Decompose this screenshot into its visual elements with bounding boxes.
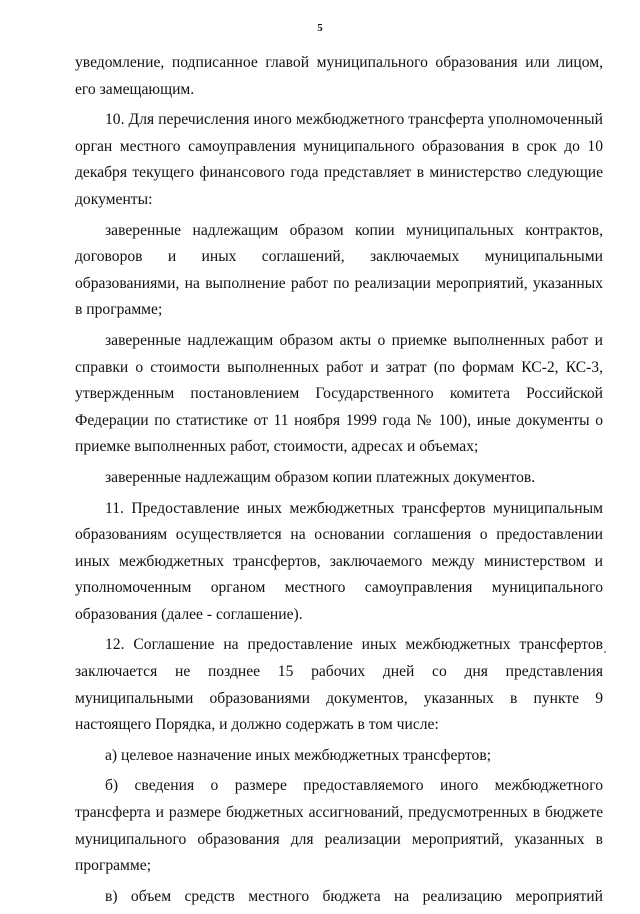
paragraph-item-10: 10. Для перечисления иного межбюджетного трансферта уполномоченный орган местного самоуправления муниципального образования в срок до 10 декабря текущего финансового года представляет в министерство следующие документы: [75,111,603,208]
paragraph-item-12: 12. Соглашение на предоставление иных межбюджетных трансфертов заключается не позднее 15 рабочих дней со дня представления муниципальными образованиями документов, указанных в пункте 9 настоящего Порядка, и должно содержать в том числе: [75,636,603,734]
paragraph-item-11: 11. Предоставление иных межбюджетных трансфертов муниципальным образованиям осуществляется на основании соглашения о предоставлении иных межбюджетных трансфертов, заключаемого между министерством и уполномоченным органом местного самоуправления муниципального образования (далее - соглашение). [75,499,603,623]
paragraph-item-b: б) сведения о размере предоставляемого иного межбюджетного трансферта и размере бюджетных ассигнований, предусмотренных в бюджете муниципального образования для реализации мероприятий, указанных в программе; [75,777,603,875]
page-number: 5 [317,22,323,34]
paragraph-contract-copies: заверенные надлежащим образом копии муниципальных контрактов, договоров и иных соглашений, заключаемых муниципальными образованиями, на выполнение работ по реализации мероприятий, указанных в программе; [75,221,603,319]
paragraph-item-a: а) целевое назначение иных межбюджетных трансфертов; [105,746,492,764]
paragraph-payment-documents: заверенные надлежащим образом копии платежных документов. [105,468,536,486]
paragraph-continuation: уведомление, подписанное главой муниципального образования или лицом, его замещающим. [75,54,603,98]
document-body [75,50,603,914]
scan-speck [604,651,606,653]
paragraph-acceptance-acts: заверенные надлежащим образом акты о приемке выполненных работ и справки о стоимости выполненных работ и затрат (по формам КС-2, КС-3, утвержденным постановлением Государственного комитета Российской Федерации по статистике от 11 ноября 1999 года № 100), иные документы о приемке выполненных работ, стоимости, адресах и объемах; [75,331,603,456]
paragraph-item-v: в) объем средств местного бюджета на реализацию мероприятий [105,887,603,905]
